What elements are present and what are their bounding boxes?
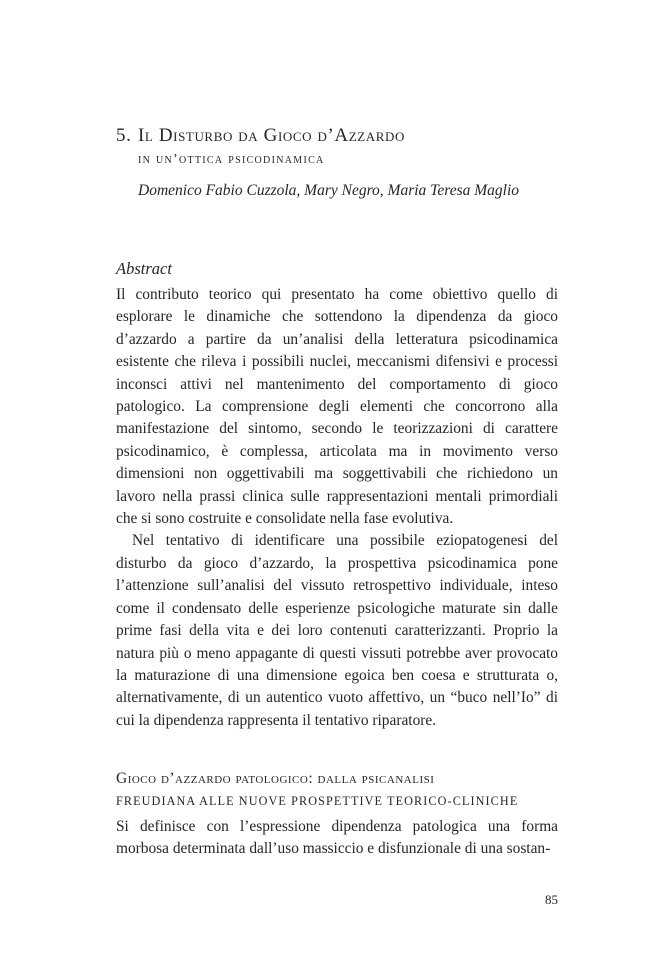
chapter-authors: Domenico Fabio Cuzzola, Mary Negro, Maria Teresa Maglio bbox=[138, 182, 520, 199]
abstract-paragraph-2: Nel tentativo di identificare una possibile eziopatogenesi del disturbo da gioco d’azzardo, la prospettiva psicodinamica pone l’attenzione sull’analisi del vissuto retrospettivo individuale, inteso come il condensato delle esperienze psicologiche maturate sin dalle prime fasi della vita e dei loro contenuti caratterizzanti. Proprio la natura più o meno appagante di questi vissuti potrebbe aver provocato la maturazione di una dimensione egoica ben coesa e strutturata o, alternativamente, di un autentico vuoto affettivo, un “buco nell’Io” di cui la dipendenza rappresenta il tentativo riparatore. bbox=[116, 532, 558, 729]
chapter-number: 5. bbox=[116, 125, 132, 146]
section-heading bbox=[116, 768, 576, 812]
chapter-title-line1 bbox=[116, 124, 576, 148]
abstract-body bbox=[116, 284, 558, 732]
chapter-title-line2: in un’ottica psicodinamica bbox=[138, 152, 325, 167]
section-paragraph-1: Si definisce con l’espressione dipendenza patologica una forma morbosa determinata dall’uso massiccio e disfunzionale di una sostan- bbox=[116, 818, 558, 858]
section-title-line1: Gioco d’azzardo patologico: dalla psicanalisi bbox=[116, 770, 435, 787]
page-number: 85 bbox=[545, 892, 558, 907]
chapter-heading bbox=[116, 124, 576, 202]
abstract-paragraph-1: Il contributo teorico qui presentato ha come obiettivo quello di esplorare le dinamiche che sottendono la dipendenza da gioco d’azzardo a partire da un’analisi della letteratura psicodinamica esistente che rileva i possibili nuclei, meccanismi difensivi e processi inconsci attivi nel mantenimento del comportamento di gioco patologico. La comprensione degli elementi che concorrono alla manifestazione del sintomo, secondo le teorizzazioni di carattere psicodinamico, è complessa, articolata ma in movimento verso dimensioni non oggettivabili ma soggettivabili che richiedono un lavoro nella prassi clinica sulle rappresentazioni mentali primordiali che si sono costruite e consolidate nella fase evolutiva. bbox=[116, 286, 558, 528]
section-body bbox=[116, 816, 558, 861]
abstract-heading: Abstract bbox=[116, 259, 172, 278]
chapter-title-text: Il Disturbo da Gioco d’Azzardo bbox=[138, 125, 406, 146]
section-title-line2: FREUDIANA ALLE NUOVE PROSPETTIVE TEORICO-CLINICHE bbox=[116, 794, 519, 808]
